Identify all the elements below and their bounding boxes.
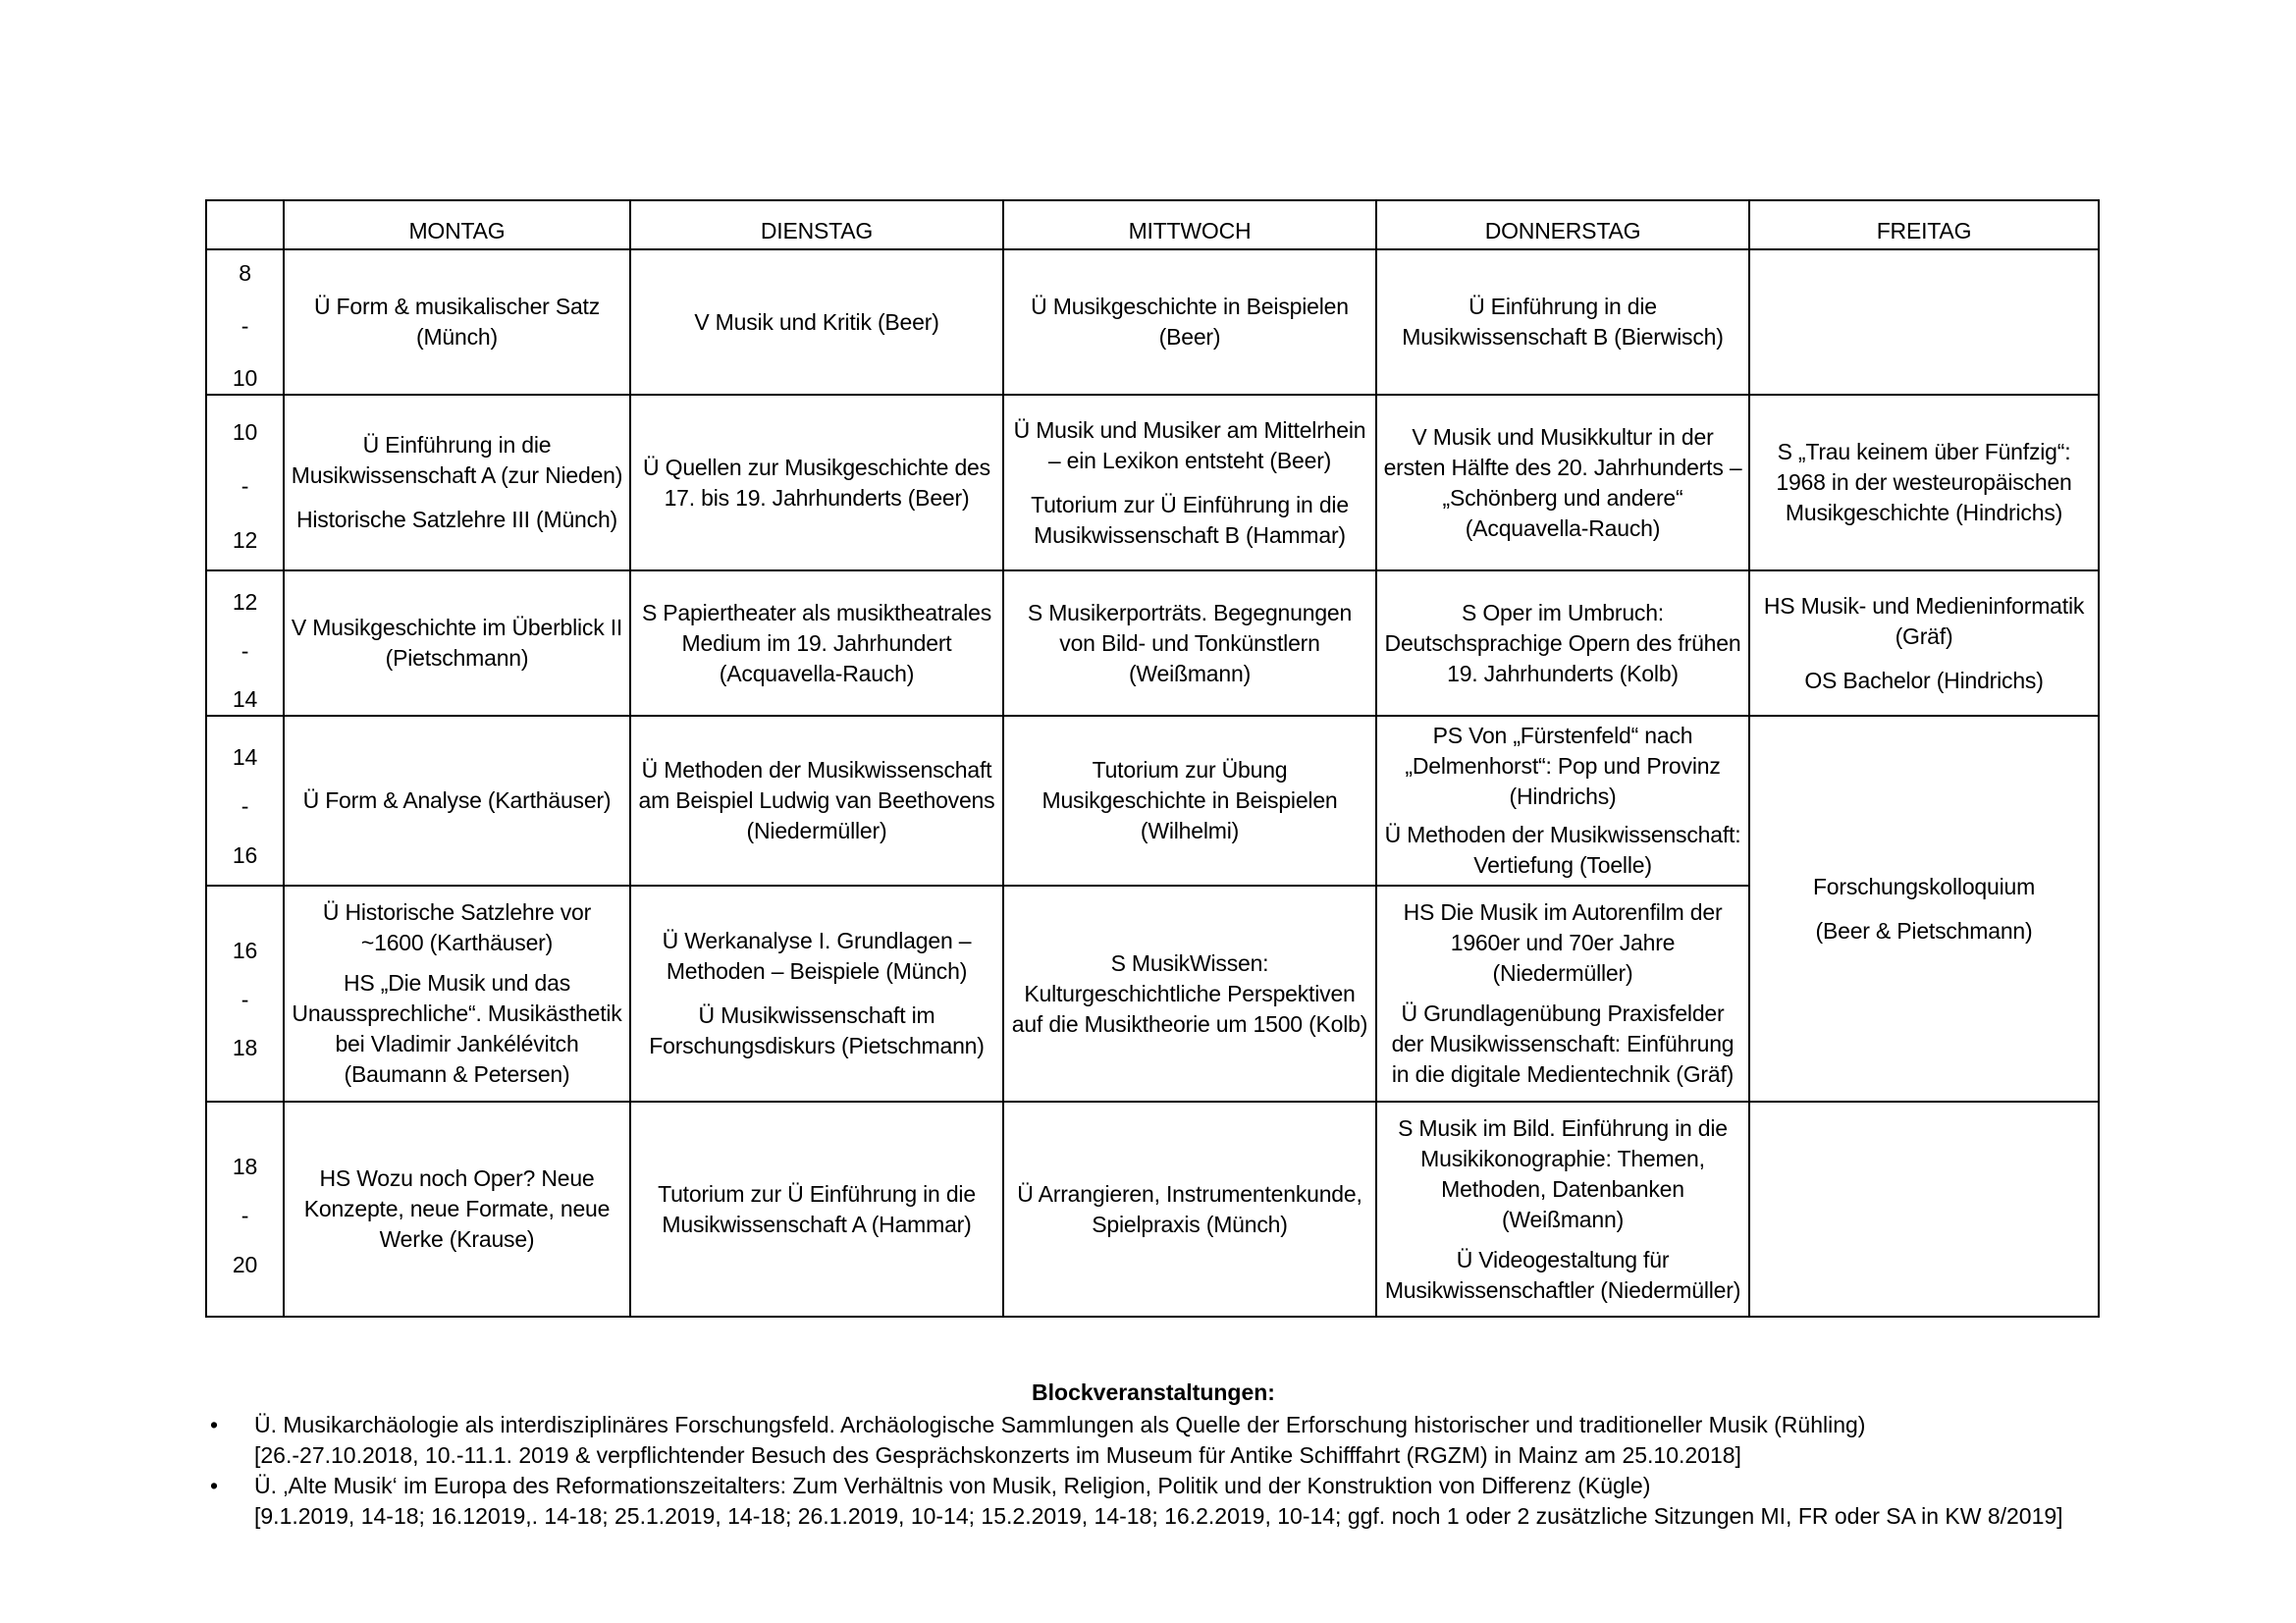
course-entry: Tutorium zur Ü Einführung in die Musikwissenschaft A (Hammar) <box>658 1180 976 1237</box>
course-entry: Tutorium zur Ü Einführung in die Musikwissenschaft B (Hammar) <box>1031 491 1349 548</box>
table-row <box>206 1102 2099 1317</box>
day-header-montag: MONTAG <box>284 200 630 249</box>
course-entry: Ü Musikwissenschaft im Forschungsdiskurs (Pietschmann) <box>649 1002 985 1058</box>
table-row <box>206 716 2099 886</box>
course-cell <box>284 570 630 716</box>
day-header-donnerstag: DONNERSTAG <box>1376 200 1749 249</box>
course-cell <box>1376 395 1749 570</box>
course-entry: (Beer & Pietschmann) <box>1815 917 2033 944</box>
time-dash: - <box>240 793 249 819</box>
block-course-title: Ü. Musikarchäologie als interdisziplinäres Forschungsfeld. Archäologische Sammlungen als Quelle der Erforschung historischer und traditioneller Musik (Rühling) <box>254 1412 1866 1437</box>
list-item <box>205 1471 2098 1532</box>
course-entry: Ü Musikgeschichte in Beispielen (Beer) <box>1031 294 1349 350</box>
course-cell <box>1003 395 1376 570</box>
course-entry: S Oper im Umbruch: Deutschsprachige Opern des frühen 19. Jahrhunderts (Kolb) <box>1384 599 1741 686</box>
course-cell <box>1376 886 1749 1102</box>
course-cell <box>284 1102 630 1317</box>
course-cell <box>630 886 1003 1102</box>
course-entry: Ü Quellen zur Musikgeschichte des 17. bis 19. Jahrhunderts (Beer) <box>643 454 990 511</box>
time-end: 16 <box>232 842 258 868</box>
course-cell <box>284 249 630 395</box>
course-cell <box>630 716 1003 886</box>
time-end: 14 <box>232 686 258 712</box>
course-cell <box>1749 395 2099 570</box>
course-entry: Ü Einführung in die Musikwissenschaft A (zur Nieden) <box>291 432 623 488</box>
bullet-icon: • <box>210 1473 219 1498</box>
time-dash: - <box>240 1203 249 1228</box>
table-row <box>206 570 2099 716</box>
course-cell <box>284 886 630 1102</box>
time-dash: - <box>240 312 249 339</box>
time-slot <box>206 249 284 395</box>
course-entry: HS Wozu noch Oper? Neue Konzepte, neue Formate, neue Werke (Krause) <box>303 1165 611 1252</box>
time-slot <box>206 570 284 716</box>
course-entry: S Papiertheater als musiktheatrales Medium im 19. Jahrhundert (Acquavella-Rauch) <box>641 599 992 686</box>
block-courses-section <box>205 1378 2098 1532</box>
table-row <box>206 249 2099 395</box>
course-entry: Forschungskolloquium <box>1812 873 2036 899</box>
course-entry: Ü Arrangieren, Instrumentenkunde, Spielpraxis (Münch) <box>1017 1180 1362 1237</box>
course-entry: HS Musik- und Medieninformatik (Gräf) <box>1763 592 2085 649</box>
course-cell <box>1003 1102 1376 1317</box>
course-cell <box>630 395 1003 570</box>
course-entry: Tutorium zur Übung Musikgeschichte in Beispielen (Wilhelmi) <box>1041 757 1338 843</box>
table-row <box>206 395 2099 570</box>
course-entry: Ü Musik und Musiker am Mittelrhein – ein Lexikon entsteht (Beer) <box>1013 416 1366 473</box>
time-start: 14 <box>232 744 258 770</box>
time-slot <box>206 886 284 1102</box>
course-cell <box>630 249 1003 395</box>
time-dash: - <box>240 473 249 499</box>
course-cell <box>1003 716 1376 886</box>
course-cell <box>1749 570 2099 716</box>
time-end: 20 <box>232 1252 258 1277</box>
course-entry: Historische Satzlehre III (Münch) <box>295 507 617 532</box>
day-header-dienstag: DIENSTAG <box>630 200 1003 249</box>
schedule-table <box>205 199 2100 1318</box>
course-entry: S „Trau keinem über Fünfzig“: 1968 in der westeuropäischen Musikgeschichte (Hindrichs) <box>1776 439 2072 525</box>
corner-cell <box>206 200 284 249</box>
course-cell <box>1376 570 1749 716</box>
course-cell <box>1003 570 1376 716</box>
block-course-dates: [26.-27.10.2018, 10.-11.1. 2019 & verpflichtender Besuch des Gesprächskonzerts im Museum für Antike Schifffahrt (RGZM) in Mainz am 25.10.2018] <box>254 1442 1741 1468</box>
day-header-mittwoch: MITTWOCH <box>1003 200 1376 249</box>
course-entry: V Musikgeschichte im Überblick II (Pietschmann) <box>291 615 623 671</box>
block-courses-list <box>205 1410 2098 1532</box>
header-row <box>206 200 2099 249</box>
time-start: 10 <box>232 419 258 445</box>
time-slot <box>206 716 284 886</box>
time-end: 12 <box>232 527 258 553</box>
course-cell <box>1376 249 1749 395</box>
course-entry: Ü Einführung in die Musikwissenschaft B (Bierwisch) <box>1402 294 1724 350</box>
time-end: 10 <box>232 365 258 391</box>
course-cell <box>284 716 630 886</box>
course-entry: Ü Methoden der Musikwissenschaft: Vertiefung (Toelle) <box>1384 822 1741 878</box>
block-course-title: Ü. ‚Alte Musik‘ im Europa des Reformationszeitalters: Zum Verhältnis von Musik, Religion, Politik und der Konstruktion von Differenz (Kügle) <box>254 1473 1651 1498</box>
day-header-freitag: FREITAG <box>1749 200 2099 249</box>
course-entry: S Musikerporträts. Begegnungen von Bild- und Tonkünstlern (Weißmann) <box>1027 599 1353 686</box>
course-cell <box>630 1102 1003 1317</box>
empty-cell <box>1749 1102 2099 1317</box>
course-entry: V Musik und Musikkultur in der ersten Hälfte des 20. Jahrhunderts – „Schönberg und andere“ (Acquavella-Rauch) <box>1383 423 1742 541</box>
time-dash: - <box>240 986 249 1012</box>
course-entry: Ü Historische Satzlehre vor ~1600 (Karthäuser) <box>322 899 592 955</box>
course-cell <box>630 570 1003 716</box>
time-start: 16 <box>232 938 258 963</box>
course-cell <box>1376 716 1749 886</box>
time-start: 12 <box>232 589 258 615</box>
course-entry: Ü Grundlagenübung Praxisfelder der Musikwissenschaft: Einführung in die digitale Medientechnik (Gräf) <box>1391 1001 1735 1087</box>
bullet-icon: • <box>210 1412 219 1437</box>
course-entry: V Musik und Kritik (Beer) <box>694 308 939 335</box>
list-item <box>205 1410 2098 1471</box>
course-cell-forschungskolloquium <box>1749 716 2099 1102</box>
time-dash: - <box>240 637 249 664</box>
course-entry: HS Die Musik im Autorenfilm der 1960er und 70er Jahre (Niedermüller) <box>1403 899 1723 986</box>
course-entry: Ü Videogestaltung für Musikwissenschaftler (Niedermüller) <box>1384 1246 1741 1303</box>
course-cell <box>284 395 630 570</box>
block-courses-title: Blockveranstaltungen: <box>1032 1380 1275 1405</box>
time-slot <box>206 1102 284 1317</box>
time-start: 18 <box>232 1154 258 1179</box>
time-start: 8 <box>239 260 251 286</box>
block-course-dates: [9.1.2019, 14-18; 16.12019,. 14-18; 25.1.2019, 14-18; 26.1.2019, 10-14; 15.2.2019, 14-18; 16.2.2019, 10-14; ggf. noch 1 oder 2 zusätzliche Sitzungen MI, FR oder SA in KW 8/2019] <box>254 1503 2063 1529</box>
course-cell <box>1376 1102 1749 1317</box>
course-entry: OS Bachelor (Hindrichs) <box>1804 667 2044 693</box>
course-entry: S Musik im Bild. Einführung in die Musikikonographie: Themen, Methoden, Datenbanken (Weißmann) <box>1398 1114 1728 1232</box>
course-entry: Ü Methoden der Musikwissenschaft am Beispiel Ludwig van Beethovens (Niedermüller) <box>638 757 995 843</box>
course-entry: S MusikWissen: Kulturgeschichtliche Perspektiven auf die Musiktheorie um 1500 (Kolb) <box>1011 949 1368 1037</box>
empty-cell <box>1749 249 2099 395</box>
time-slot <box>206 395 284 570</box>
time-end: 18 <box>232 1035 258 1060</box>
course-entry: PS Von „Fürstenfeld“ nach „Delmenhorst“: Pop und Provinz (Hindrichs) <box>1405 723 1721 809</box>
course-entry: Ü Werkanalyse I. Grundlagen – Methoden – Beispiele (Münch) <box>662 928 972 984</box>
course-entry: Ü Form & musikalischer Satz (Münch) <box>313 294 601 350</box>
course-cell <box>1003 886 1376 1102</box>
course-cell <box>1003 249 1376 395</box>
course-entry: Ü Form & Analyse (Karthäuser) <box>302 787 612 813</box>
course-entry: HS „Die Musik und das Unaussprechliche“. Musikästhetik bei Vladimir Jankélévitch (Baumann & Petersen) <box>292 970 622 1087</box>
